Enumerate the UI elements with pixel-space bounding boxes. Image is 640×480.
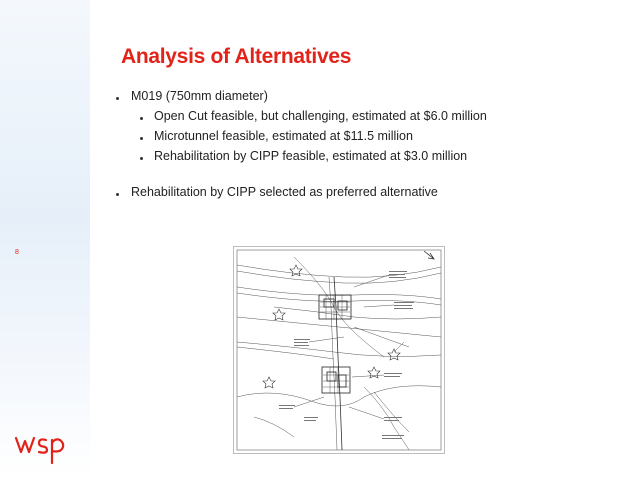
bullet-dot: [140, 137, 143, 140]
page-number: 8: [15, 249, 19, 256]
wsp-logo: [14, 432, 68, 464]
bullet-sub-open-cut: Open Cut feasible, but challenging, estimated at $6.0 million: [154, 109, 487, 123]
site-plan-drawing: [233, 246, 445, 454]
bullet-sub-microtunnel: Microtunnel feasible, estimated at $11.5 million: [154, 129, 413, 143]
bullet-main: M019 (750mm diameter): [131, 89, 268, 103]
bullet-dot: [116, 97, 119, 100]
bullet-dot: [140, 157, 143, 160]
left-decorative-band: [0, 0, 90, 480]
bullet-dot: [116, 193, 119, 196]
bullet-sub-cipp: Rehabilitation by CIPP feasible, estimated at $3.0 million: [154, 149, 468, 163]
bullet-conclusion: Rehabilitation by CIPP selected as preferred alternative: [131, 185, 438, 199]
slide-title: Analysis of Alternatives: [121, 45, 352, 68]
bullet-dot: [140, 117, 143, 120]
